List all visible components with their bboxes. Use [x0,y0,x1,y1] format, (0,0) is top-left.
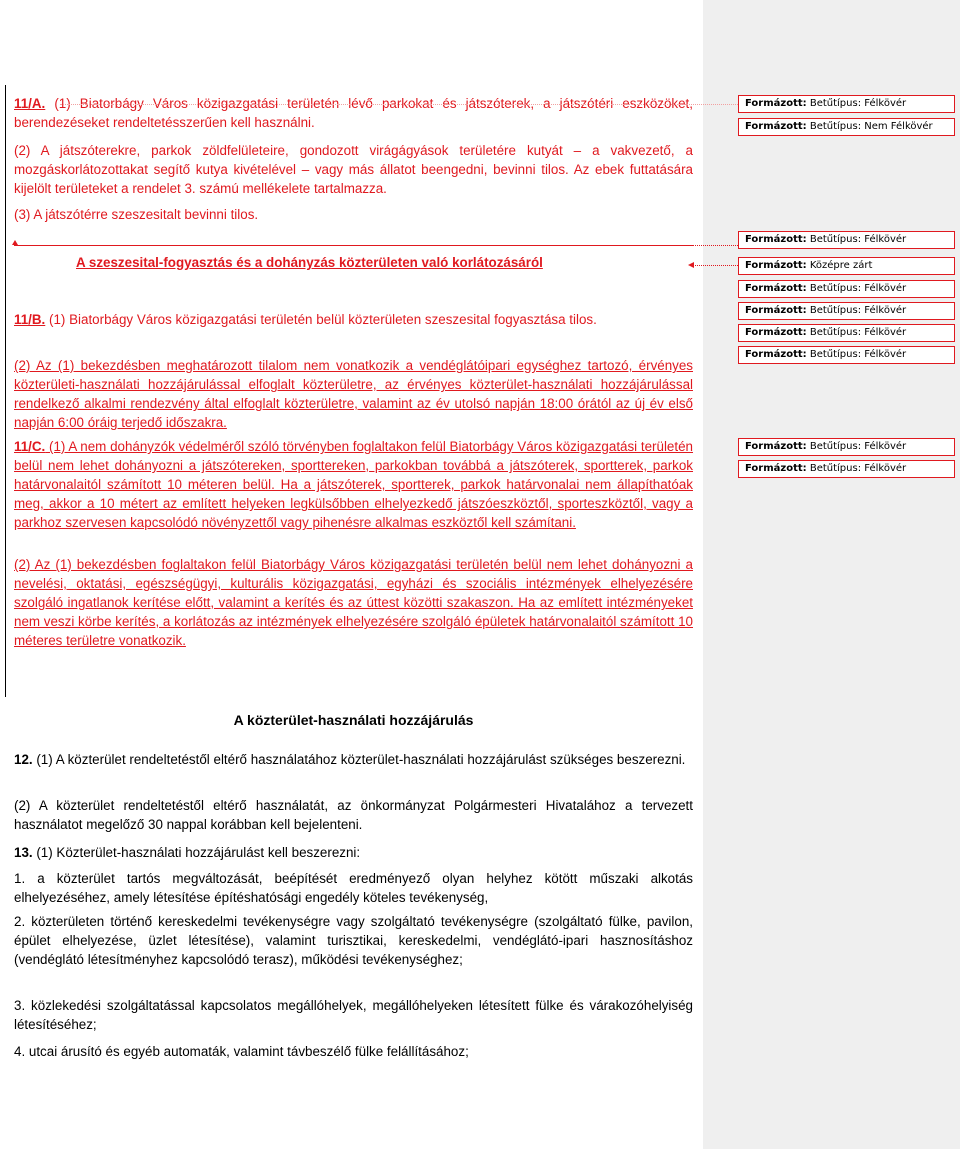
para-11c-2: (2) Az (1) bekezdésben foglaltakon felül Biatorbágy Város közigazgatási területén belül nem lehet dohányozni a nevelési, oktatási, egészségügyi, kulturális közigazgatási, egyházi és szociális intézmények elhelyezésére szolgáló ingatlanok kerítése előtt, valamint a kerítés és az úttest közötti szakaszon. Ha az említett intézményeket nem veszi körbe kerítés, a korlátozás az intézmények elhelyezésére szolgáló épületek határvonalaitól számított 10 méteres területre vonatkozik. [14,557,693,648]
section-number-13: 13. [14,845,33,860]
balloon-label: Formázott: [745,327,807,338]
format-balloon[interactable] [738,438,955,456]
para-11c-1-text: (1) A nem dohányzók védelméről szóló törvényben foglaltakon felül Biatorbágy Város közigazgatási területén belül nem lehet dohányozni a játszótereken, sporttereken, parkokban továbbá a játszóterek, sportterek, parkok határvonalaitól számított 10 méteren belül. Ha a játszóterek, sportterek, parkok határvonalai nem állapíthatóak meg, akkor a 10 métert az említett helyeken legkülsőbben elhelyezkedő játszóeszköztől, sporteszköztől, vagy a parkhoz szervesen kapcsolódó növényzettől vagy pihenésre alkalmas eszköztől kell számítani. [14,439,693,530]
para-13-1-text: (1) Közterület-használati hozzájárulást kell beszerezni: [32,845,361,860]
balloon-label: Formázott: [745,98,807,109]
heading-permit: A közterület-használati hozzájárulás [233,712,474,728]
balloon-value: Betűtípus: Félkövér [806,234,907,245]
balloon-value: Betűtípus: Félkövér [806,305,907,316]
balloon-value: Betűtípus: Félkövér [806,283,907,294]
balloon-arrow [688,262,694,268]
para-11c-1 [14,437,693,532]
balloon-connector [14,245,738,246]
list-item-3: 3. közlekedési szolgáltatással kapcsolatos megállóhelyek, megállóhelyeken létesített fülke és várakozóhelyiség létesítéséhez; [14,998,693,1032]
para-12-2: (2) A közterület rendeltetéstől eltérő használatát, az önkormányzat Polgármesteri Hivatalához a tervezett használatot megelőző 30 nappal korábban kell bejelenteni. [14,798,693,832]
balloon-value: Betűtípus: Félkövér [806,349,907,360]
section-number-11a: 11/A. [14,96,46,111]
balloon-label: Formázott: [745,260,807,271]
section-number-12: 12. [14,752,33,767]
balloon-connector [60,104,738,105]
para-13-1 [14,843,693,862]
balloon-label: Formázott: [745,305,807,316]
section-number-11c: 11/C. [14,439,46,454]
balloon-label: Formázott: [745,463,807,474]
para-11b-2: (2) Az (1) bekezdésben meghatározott tilalom nem vonatkozik a vendéglátóipari egységhez tartozó, érvényes közterületi-használati hozzájárulással elfoglalt közterületre, az érvényes közterület-használati hozzájárulással rendelkező alkalmi rendezvény által elfoglalt közterületre, valamint az év utolsó napján 18:00 órától az új év első napján 6:00 óráig terjedő időszakra. [14,358,693,430]
balloon-value: Betűtípus: Félkövér [806,327,907,338]
balloon-value: Betűtípus: Félkövér [806,441,907,452]
format-balloon[interactable] [738,280,955,298]
format-balloon[interactable] [738,95,955,113]
para-12-1-text: (1) A közterület rendeltetéstől eltérő használatához közterület-használati hozzájárulást szükséges beszerezni. [32,752,686,767]
change-bar [5,85,6,697]
list-item-1: 1. a közterület tartós megváltozását, beépítését eredményező olyan helyhez kötött műszaki alkotás elhelyezéséhez, amely létesítése építéshatósági engedély köteles tevékenység, [14,871,693,905]
markup-margin-pane [703,0,960,1149]
format-balloon[interactable] [738,302,955,320]
balloon-value: Betűtípus: Félkövér [806,463,907,474]
list-item-2: 2. közterületen történő kereskedelmi tevékenységre vagy szolgáltató tevékenységre (szolgáltató fülke, pavilon, épület elhelyezése, üzlet létesítése), valamint turisztikai, kereskedelmi, vendéglátó-ipari hasznosításhoz (vendéglátó létesítményhez kapcsolódó terasz), működési tevékenységhez; [14,914,693,967]
balloon-label: Formázott: [745,283,807,294]
para-11b-1 [14,310,693,329]
para-12-1 [14,750,693,769]
balloon-value: Betűtípus: Nem Félkövér [806,121,933,132]
para-11a-2: (2) A játszóterekre, parkok zöldfelületeire, gondozott virágágyások területére kutyát – a vakvezető, a mozgáskorlátozottakat segítő kutya kivételével – vagy más állatot beengedni, bevinni tilos. Az ebek futtatására kijelölt területeket a rendelet 3. számú mellékelete tartalmazza. [14,143,693,196]
para-11a-1-text: (1) Biatorbágy Város közigazgatási területén lévő parkokat és játszóterek, a játszótéri eszközöket, berendezéseket rendeltetésszerűen kell használni. [14,96,693,130]
balloon-label: Formázott: [745,441,807,452]
balloon-connector [693,265,738,266]
section-number-11b: 11/B. [14,312,46,327]
balloon-label: Formázott: [745,234,807,245]
format-balloon[interactable] [738,346,955,364]
balloon-value: Középre zárt [806,260,873,271]
para-11a-3: (3) A játszótérre szeszesitalt bevinni tilos. [14,207,259,222]
balloon-label: Formázott: [745,349,807,360]
format-balloon[interactable] [738,118,955,136]
format-balloon[interactable] [738,257,955,275]
para-11a-1 [14,94,693,132]
format-balloon[interactable] [738,231,955,249]
list-item-4: 4. utcai árusító és egyéb automaták, valamint távbeszélő fülke felállításához; [14,1044,469,1059]
para-11b-1-text: (1) Biatorbágy Város közigazgatási területén belül közterületen szeszesital fogyasztása tilos. [45,312,597,327]
heading-alcohol-smoking: A szeszesital-fogyasztás és a dohányzás közterületen való korlátozásáról [76,255,543,270]
balloon-label: Formázott: [745,121,807,132]
format-balloon[interactable] [738,460,955,478]
balloon-value: Betűtípus: Félkövér [806,98,907,109]
format-balloon[interactable] [738,324,955,342]
